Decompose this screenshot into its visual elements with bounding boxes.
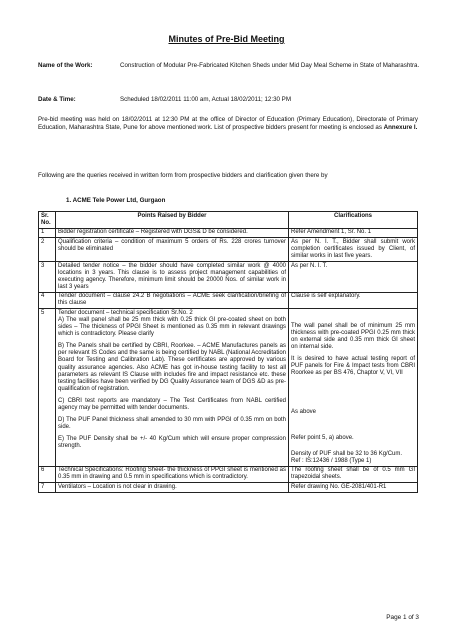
header-clarifications: Clarifications xyxy=(289,212,418,229)
date-label: Date & Time: xyxy=(38,96,76,103)
document-title: Minutes of Pre-Bid Meeting xyxy=(168,34,285,44)
row-number: 2 xyxy=(39,238,56,262)
table-row xyxy=(39,483,418,492)
clarification-e-ref: Ref : IS:12436 / 1988 (Type 1) xyxy=(291,457,372,464)
row-number: 7 xyxy=(39,483,56,492)
row-point: Bidder registration certificate – Registered with DGS& D be considered. xyxy=(56,228,289,237)
table-row xyxy=(39,261,418,292)
header-sr-no: Sr. No. xyxy=(39,212,56,229)
annexure-ref: Annexure I. xyxy=(383,124,418,132)
row-clarification: As per N. I. T., Bidder shall submit work completion certificates issued by Client, of similar works in last five years. xyxy=(289,238,418,262)
row-point: Technical Specifications: Roofing Sheet- the thickness of PPGI sheet is mentioned as 0.35 mm in drawing and 0.5 mm in specifications which is contradictory. xyxy=(56,466,289,483)
row-number: 6 xyxy=(39,466,56,483)
clarification-a: The wall panel shall be of minimum 25 mm thickness with pre-coated PPGI 0.25 mm thick on external side and 0.35 mm thick GI sheet on internal side. xyxy=(291,322,415,351)
table-row xyxy=(39,292,418,309)
row-clarification: As per N. I. T. xyxy=(289,261,418,292)
clarification-b: It is desired to have actual testing report of PUF panels for Fire & Impact tests from CBRI Roorkee as per BS 476, Chaptor V, VI, VII xyxy=(291,356,415,377)
point-d: D) The PUF Panel thickness shall amended to 30 mm with PPGI of 0.35 mm on both side. xyxy=(58,417,286,431)
queries-table xyxy=(38,211,418,493)
row-number: 3 xyxy=(39,261,56,292)
page-number: Page 1 of 3 xyxy=(386,614,419,621)
point-e: E) The PUF Density shall be +/- 40 Kg/Cum which will ensure proper compression strength. xyxy=(58,436,286,450)
point-b: B) The Panels shall be certified by CBRI, Roorkee. – ACME Manufactures panels as per relevant IS Codes and the same is being certified by NABL (National Accreditation Board for Testing and Calibration Lab). These certificates are approved by various quality assurance agencies. Also ACME has got in-house testing facility to test all parameters as relevant IS Clause with includes fire and impact resistance etc. these testing facilities have been verified by DG Quality Assurance team of DGS &D as pre-qualification of registration. xyxy=(58,343,286,392)
clarification-d: Refer point 5, a) above. xyxy=(291,434,354,441)
row-clarification: Refer Amendment 1, Sr. No. 1 xyxy=(289,228,418,237)
table-row xyxy=(39,238,418,262)
work-label: Name of the Work: xyxy=(38,62,93,69)
row-number: 5 xyxy=(39,309,56,466)
queries-paragraph: Following are the queries received in written form from prospective bidders and clarification given there by xyxy=(38,172,328,179)
point-c: C) CBRI test reports are mandatory – The Test Certificates from NABL certified agency may be permitted with tender documents. xyxy=(58,397,286,411)
date-value: Scheduled 18/02/2011 11:00 am, Actual 18/02/2011; 12:30 PM xyxy=(120,96,291,103)
row-number: 4 xyxy=(39,292,56,309)
point-a: A) The wall panel shall be 25 mm thick with 0.25 thick GI pre-coated sheet on both sides – The thickness of PPGI Sheet is mentioned as 0.35 mm in relevant drawings which is contradictory. Please clarify xyxy=(58,316,286,338)
table-row xyxy=(39,466,418,483)
clarification-e: Density of PUF shall be 32 to 36 Kg/Cum. xyxy=(291,450,403,457)
point-heading: Tender document – technical specification Sr.No. 2 xyxy=(58,309,193,316)
meeting-paragraph-text: Pre-bid meeting was held on 18/02/2011 at 12:30 PM at the office of Director of Education (Primary Education), Directorate of Primary Education, Maharashtra State, Pune for above mentioned work. List of prospective bidders present for meeting is enclosed as xyxy=(38,116,418,132)
bidder-heading: 1. ACME Tele Power Ltd, Gurgaon xyxy=(66,197,166,204)
table-header-row xyxy=(39,212,418,229)
table-row xyxy=(39,309,418,466)
row-point-group xyxy=(56,309,289,466)
row-clarification: Refer drawing No. GE-2081/401-R1 xyxy=(289,483,418,492)
row-point: Qualification criteria – condition of maximum 5 orders of Rs. 228 crores turnover should be eliminated xyxy=(56,238,289,262)
row-point: Detailed tender notice – the bidder should have completed similar work @ 4000 locations in 3 years. This clause is to assess project management capabilities of executing agency. Therefore, minimum limit should be 20000 Nos. of similar work in last 3 years xyxy=(56,261,289,292)
header-points: Points Raised by Bidder xyxy=(56,212,289,229)
table-row xyxy=(39,228,418,237)
row-clarification: The roofing sheet shall be of 0.5 mm GI trapezoidal sheets. xyxy=(289,466,418,483)
row-number: 1 xyxy=(39,228,56,237)
row-clarification-group xyxy=(289,309,418,466)
work-value: Construction of Modular Pre-Fabricated Kitchen Sheds under Mid Day Meal Scheme in State of Maharashtra. xyxy=(120,62,420,69)
meeting-paragraph xyxy=(38,116,418,133)
row-clarification: Clause is self explanatory. xyxy=(289,292,418,309)
row-point: Ventilators – Location is not clear in drawing. xyxy=(56,483,289,492)
clarification-c: As above xyxy=(291,408,317,415)
row-point: Tender document – clause 24.2 B negotiations – ACME seek clarification/briefing of this clause xyxy=(56,292,289,309)
